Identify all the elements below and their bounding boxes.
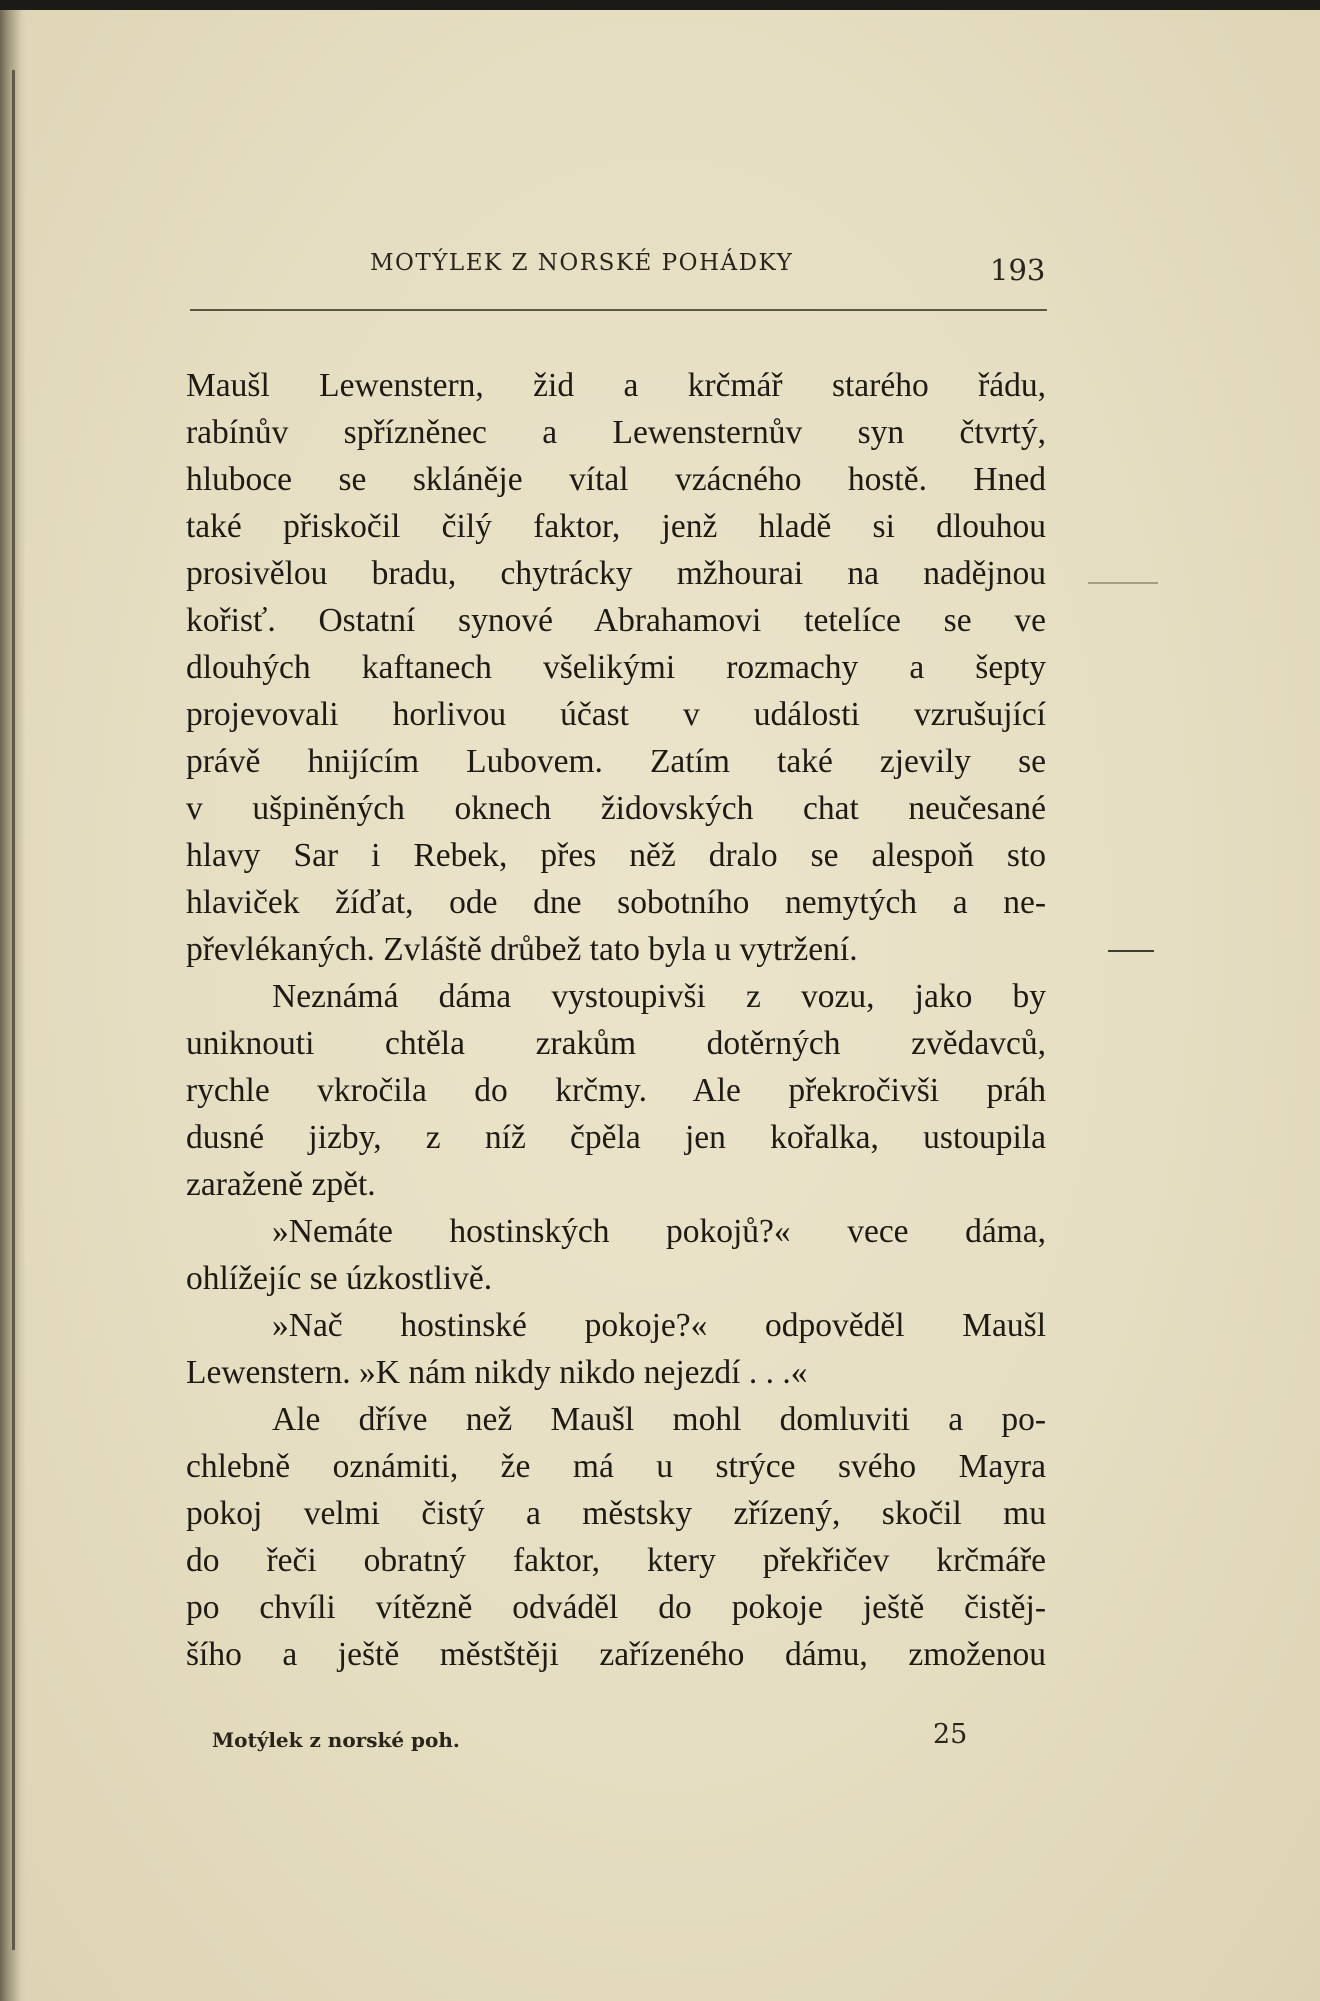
text-line: Ale dříve než Maušl mohl domluviti a po- xyxy=(272,1401,1046,1438)
text-line: Lewenstern. »K nám nikdy nikdo nejezdí . . .« xyxy=(186,1354,808,1391)
signature-mark: 25 xyxy=(933,1719,968,1750)
text-line: Maušl Lewenstern, žid a krčmář starého řádu, xyxy=(186,367,1046,404)
text-line: dlouhých kaftanech všelikými rozmachy a šepty xyxy=(186,649,1046,686)
text-line: rychle vkročila do krčmy. Ale překročivši práh xyxy=(186,1072,1046,1109)
text-line: zaraženě zpět. xyxy=(186,1166,376,1203)
text-line: právě hnijícím Lubovem. Zatím také zjevily se xyxy=(186,743,1046,780)
header-rule xyxy=(190,309,1047,311)
text-line: převlékaných. Zvláště drůbež tato byla u vytržení. xyxy=(186,931,858,968)
text-line: chlebně oznámiti, že má u strýce svého Mayra xyxy=(186,1448,1046,1485)
binding-edge xyxy=(12,70,15,1950)
text-line: prosivělou bradu, chytrácky mžhourai na nadějnou xyxy=(186,555,1046,592)
text-line: po chvíli vítězně odváděl do pokoje ještě čistěj- xyxy=(186,1589,1046,1626)
text-line: pokoj velmi čistý a městsky zřízený, skočil mu xyxy=(186,1495,1046,1532)
text-line: Neznámá dáma vystoupivši z vozu, jako by xyxy=(272,978,1046,1015)
text-line: »Nač hostinské pokoje?« odpověděl Maušl xyxy=(272,1307,1046,1344)
text-line: »Nemáte hostinských pokojů?« vece dáma, xyxy=(272,1213,1046,1250)
text-line: rabínův spřízněnec a Lewensternův syn čtvrtý, xyxy=(186,414,1046,451)
margin-mark xyxy=(1108,950,1154,952)
book-page xyxy=(0,10,1320,2001)
text-line: hlavy Sar i Rebek, přes něž dralo se alespoň sto xyxy=(186,837,1046,874)
text-line: projevovali horlivou účast v události vzrušující xyxy=(186,696,1046,733)
page-number: 193 xyxy=(990,253,1046,287)
body-text xyxy=(186,362,1046,1678)
text-line: hlaviček žíďat, ode dne sobotního nemytých a ne- xyxy=(186,884,1046,921)
text-line: v ušpiněných oknech židovských chat neučesané xyxy=(186,790,1046,827)
text-line: do řeči obratný faktor, ktery překřičev krčmáře xyxy=(186,1542,1046,1579)
text-line: šího a ještě městštěji zařízeného dámu, zmoženou xyxy=(186,1636,1046,1673)
footer-book-title: Motýlek z norské poh. xyxy=(212,1728,460,1752)
text-line: kořisť. Ostatní synové Abrahamovi tetelíce se ve xyxy=(186,602,1046,639)
text-line: také přiskočil čilý faktor, jenž hladě si dlouhou xyxy=(186,508,1046,545)
text-line: hluboce se skláněje vítal vzácného hostě. Hned xyxy=(186,461,1046,498)
margin-mark xyxy=(1088,582,1158,584)
text-line: dusné jizby, z níž čpěla jen kořalka, ustoupila xyxy=(186,1119,1046,1156)
text-line: uniknouti chtěla zrakům dotěrných zvědavců, xyxy=(186,1025,1046,1062)
text-line: ohlížejíc se úzkostlivě. xyxy=(186,1260,493,1297)
running-title: MOTÝLEK Z NORSKÉ POHÁDKY xyxy=(370,250,794,276)
